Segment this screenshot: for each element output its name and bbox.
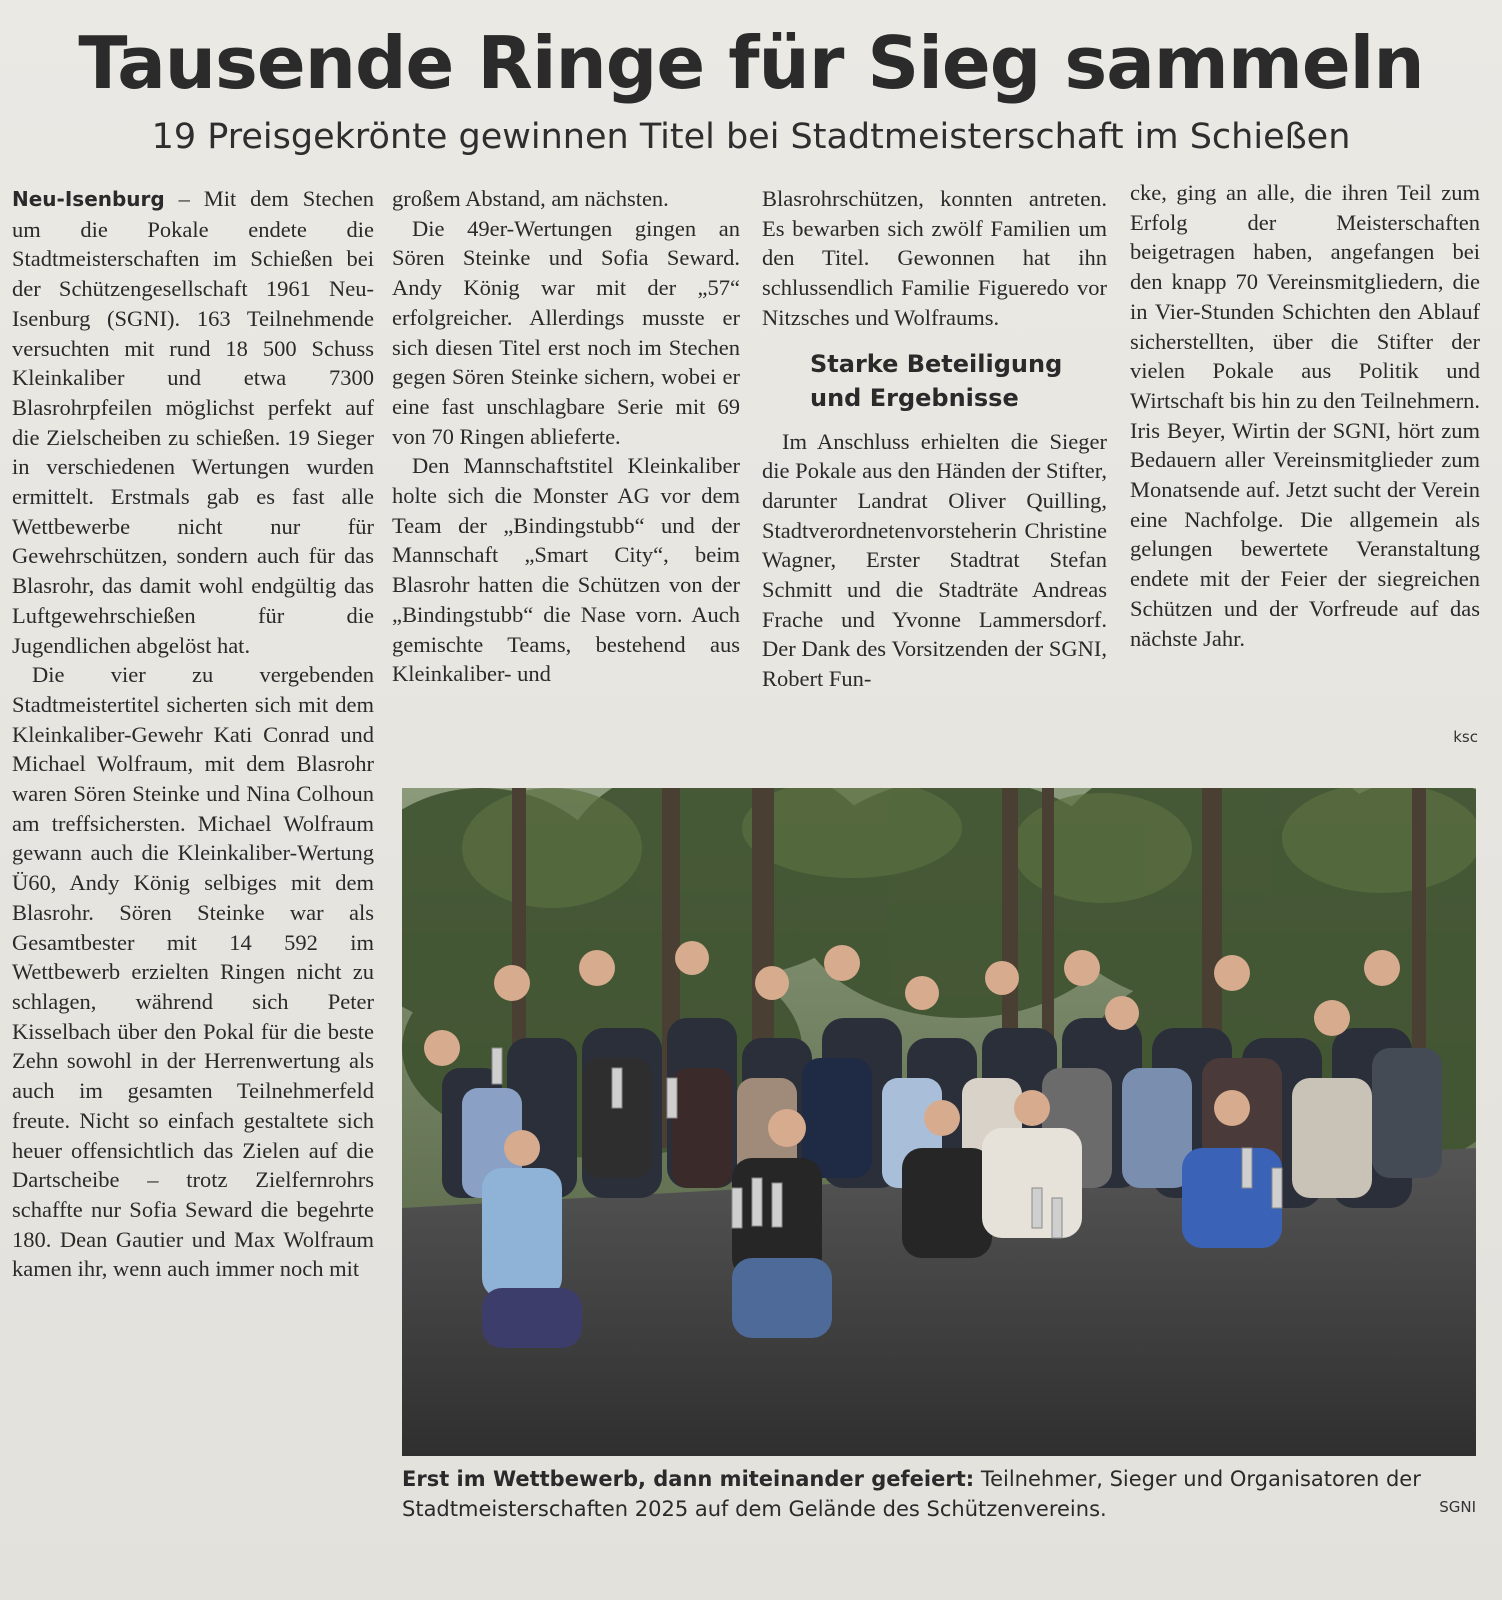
article-column-1 [12,184,374,1284]
dateline: Neu-Isenburg [12,187,165,211]
paragraph: großem Abstand, am nächsten. [392,186,669,211]
photo-credit: SGNI [1439,1498,1476,1516]
paragraph: Blasrohrschützen, konnten antreten. Es bewarben sich zwölf Familien um den Titel. Gewonnen hat ihn schlussendlich Familie Figueredo vor Nitzsches und Wolfraums. [762,186,1107,330]
headline: Tausende Ringe für Sieg sammeln [78,21,1424,105]
article-column-2 [392,184,740,689]
paragraph: Den Mannschaftstitel Kleinkaliber holte sich die Monster AG vor dem Team der „Bindingstubb“ und der Mannschaft „Smart City“, beim Blasrohr hatten die Schützen von der „Bindingstubb“ die Nase vorn. Auch gemischte Teams, bestehend aus Kleinkaliber- und [392,453,740,687]
lead-paragraph [12,184,374,660]
paragraph: Die 49er-Wertungen gingen an Sören Steinke und Sofia Seward. Andy König war mit der „57“ erfolgreicher. Allerdings musste er sich diesen Titel erst noch im Stechen gegen Sören Steinke sichern, wobei er eine fast unschlagbare Serie mit 69 von 70 Ringen ablieferte. [392,215,740,449]
article-column-3 [762,184,1107,694]
group-photo [402,788,1476,1456]
lead-text: – Mit dem Stechen um die Pokale endete die Stadtmeisterschaften im Schießen bei der Schützengesellschaft 1961 Neu-Isenburg (SGNI). 163 Teilnehmende versuchten mit rund 18 500 Schuss Kleinkaliber und etwa 7300 Blasrohrpfeilen möglichst perfekt auf die Zielscheiben zu schießen. 19 Sieger in verschiedenen Wertungen wurden ermittelt. Erstmals gab es fast alle Wettbewerbe nicht nur für Gewehrschützen, sondern auch für das Blasrohr, das damit wohl endgültig das Luftgewehrschießen für die Jugendlichen abgelöst hat. [12,186,374,658]
section-subhead: Starke Beteiligung und Ergebnisse [810,349,1063,412]
caption-text: Teilnehmer, Sieger und Organisatoren der Stadtmeisterschaften 2025 auf dem Gelände des Schützenvereins. [402,1467,1421,1521]
caption-lead: Erst im Wettbewerb, dann miteinander gefeiert: [402,1467,975,1491]
subheadline: 19 Preisgekrönte gewinnen Titel bei Stadtmeisterschaft im Schießen [151,117,1351,157]
article-column-4 [1130,178,1480,653]
author-initials: ksc [1453,728,1478,746]
paragraph: cke, ging an alle, die ihren Teil zum Erfolg der Meisterschaften beigetragen haben, angefangen bei den knapp 70 Vereinsmitgliedern, die in Vier-Stunden Schichten den Ablauf sicherstellten, über die Stifter der vielen Pokale aus Politik und Wirtschaft bis hin zu den Teilnehmern. Iris Beyer, Wirtin der SGNI, hört zum Bedauern aller Vereinsmitglieder zum Monatsende auf. Jetzt sucht der Verein eine Nachfolge. Die allgemein als gelungen bewertete Veranstaltung endete mit der Feier der siegreichen Schützen und der Vorfreude auf das nächste Jahr. [1130,180,1480,651]
paragraph: Im Anschluss erhielten die Sieger die Pokale aus den Händen der Stifter, darunter Landrat Oliver Quilling, Stadtverordnetenvorsteherin Christine Wagner, Erster Stadtrat Stefan Schmitt und die Stadträte Andreas Frache und Yvonne Lammersdorf. Der Dank des Vorsitzenden der SGNI, Robert Fun- [762,428,1107,692]
paragraph: Die vier zu vergebenden Stadtmeistertitel sicherten sich mit dem Kleinkaliber-Gewehr Kati Conrad und Michael Wolfraum, mit dem Blasrohr waren Sören Steinke und Nina Colhoun am treffsichersten. Michael Wolfraum gewann auch die Kleinkaliber-Wertung Ü60, Andy König selbiges mit dem Blasrohr. Sören Steinke war als Gesamtbester mit 14 592 im Wettbewerb erzielten Ringen nicht zu schlagen, während sich Peter Kisselbach über den Pokal für die beste Zehn sowohl in der Herrenwertung als auch im gesamten Teilnehmerfeld freute. Nicht so einfach gestaltete sich heuer offensichtlich das Zielen auf die Dartscheibe – trotz Zielfernrohrs schaffte nur Sofia Seward die begehrte 180. Dean Gautier und Max Wolfraum kamen ihr, wenn auch immer noch mit [12,662,374,1282]
photo-caption [402,1464,1476,1524]
group-photo-illustration [402,788,1476,1456]
